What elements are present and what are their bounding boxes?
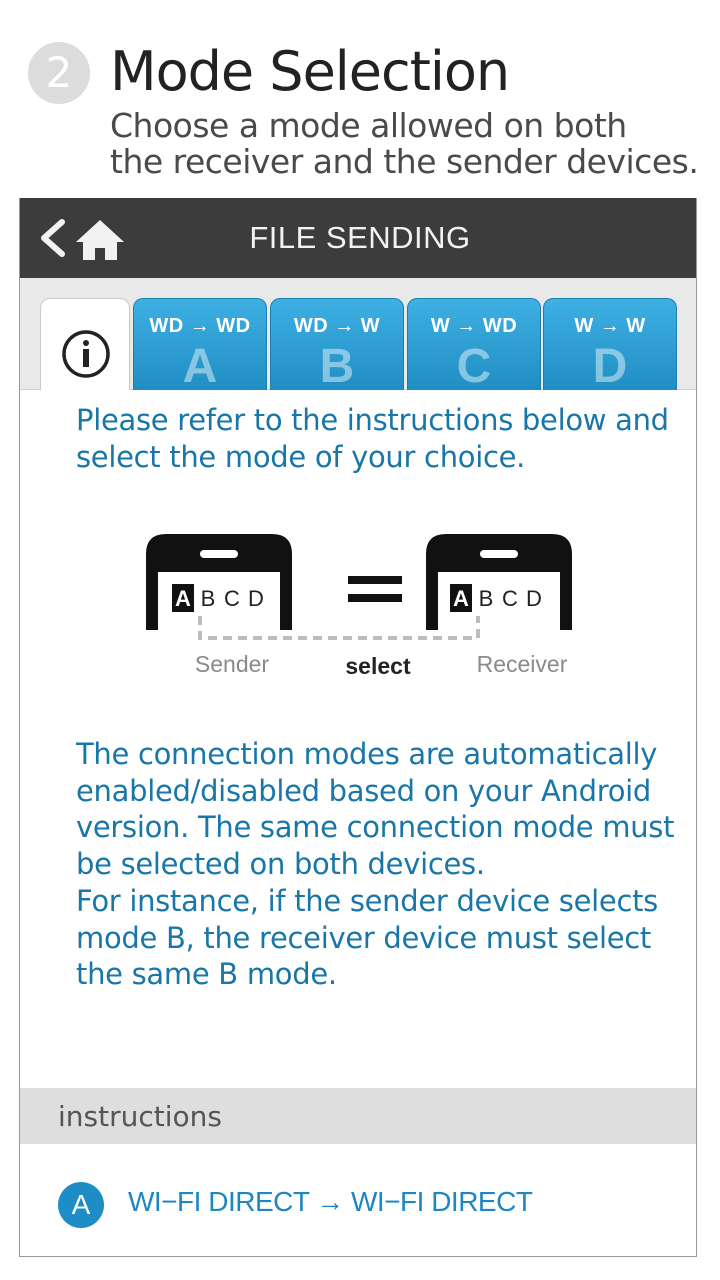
tab-mode-b[interactable] <box>270 298 404 390</box>
page-subtitle <box>110 108 698 180</box>
tab-mode-letter: C <box>456 340 492 390</box>
equals-sign-top <box>348 576 402 584</box>
mode-tabs <box>20 278 696 390</box>
instructions-heading: instructions <box>58 1100 222 1133</box>
receiver-mode-c: C <box>502 586 518 611</box>
info-icon <box>61 329 111 379</box>
page-title: Mode Selection <box>110 40 510 103</box>
tab-info[interactable] <box>40 298 130 390</box>
instruction-item-text: WI−FI DIRECT → WI−FI DIRECT <box>128 1186 533 1217</box>
receiver-mode-b: B <box>478 586 494 611</box>
step-number-badge: 2 <box>28 42 90 104</box>
sender-mode-b: B <box>200 586 216 611</box>
sender-mode-c: C <box>224 586 240 611</box>
tab-mode-route: W → WD <box>430 315 518 337</box>
equals-sign-bottom <box>348 594 402 602</box>
tab-mode-letter: A <box>182 340 218 390</box>
connection-modes-description <box>76 736 686 993</box>
tab-mode-d[interactable] <box>543 298 677 390</box>
subtitle-line-2: the receiver and the sender devices. <box>110 142 699 181</box>
screen-title: FILE SENDING <box>249 220 471 255</box>
instruction-item-a[interactable] <box>20 1158 696 1248</box>
tab-mode-letter: B <box>319 340 355 390</box>
tab-mode-c[interactable] <box>407 298 541 390</box>
tab-mode-route: WD → WD <box>149 315 251 337</box>
app-screen <box>19 198 697 1257</box>
description-paragraph-2: For instance, if the sender device selects mode B, the receiver device must select the same B mode. <box>76 883 658 992</box>
receiver-phone-icon <box>426 534 572 630</box>
select-label: select <box>345 653 411 679</box>
sender-mode-d: D <box>248 586 264 611</box>
sender-label: Sender <box>194 651 270 677</box>
receiver-mode-d: D <box>526 586 542 611</box>
receiver-label: Receiver <box>476 651 568 677</box>
top-bar <box>20 198 696 278</box>
tab-mode-a[interactable] <box>133 298 267 390</box>
receiver-mode-a: A <box>453 586 469 611</box>
sender-phone-icon <box>146 534 292 630</box>
instructions-header <box>20 1088 696 1144</box>
sender-mode-a: A <box>175 586 191 611</box>
subtitle-line-1: Choose a mode allowed on both <box>110 106 627 145</box>
tab-mode-route: W → W <box>574 315 646 337</box>
mode-match-diagram <box>120 520 600 690</box>
tab-mode-route: WD → W <box>293 315 381 337</box>
intro-text: Please refer to the instructions below and select the mode of your choice. <box>76 403 669 474</box>
description-paragraph-1: The connection modes are automatically enabled/disabled based on your Android version. The same connection mode must be selected on both devices. <box>76 737 675 882</box>
tab-mode-letter: D <box>592 340 628 390</box>
mode-a-badge: A <box>58 1182 104 1228</box>
